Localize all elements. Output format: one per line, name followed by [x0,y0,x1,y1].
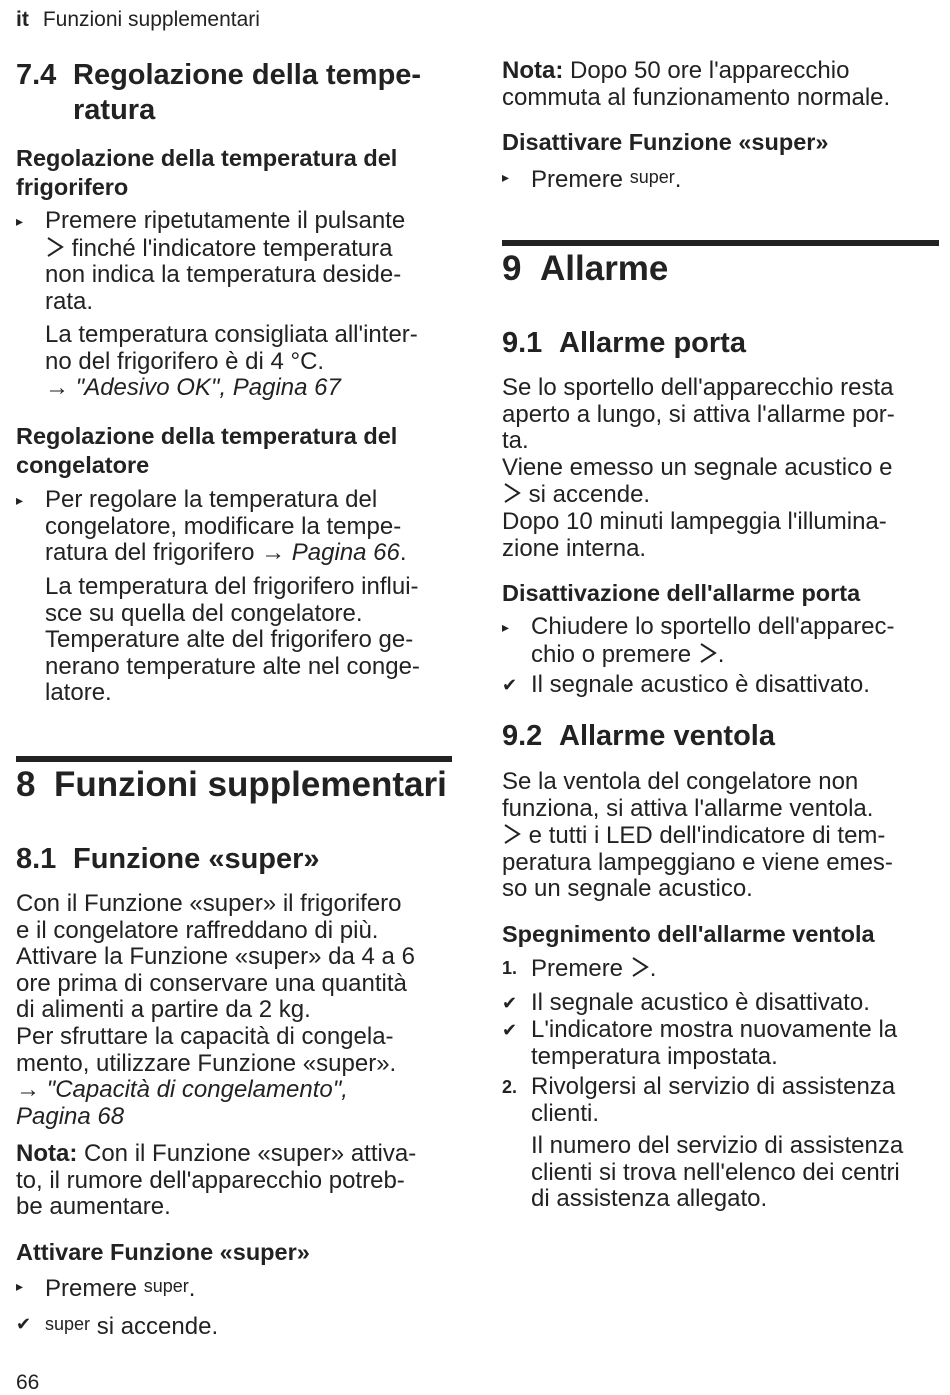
freezer-temp-info: La temperatura del frigorifero influi- sce su quella del congelatore. Temperature alte del frigorifero ge- nerano temperature alte nel conge- latore. [45,573,420,707]
list-item: ▸ Premere super. [502,166,682,193]
list-item: 2. Rivolgersi al servizio di assistenza clienti. [502,1073,896,1127]
chapter-8-heading: 8 Funzioni supplementari [16,765,447,804]
chapter-9-heading: 9 Allarme [502,249,669,288]
section-divider [16,756,452,762]
fridge-temp-steps [16,208,452,315]
cross-reference-link[interactable]: Pagina 66 [291,539,400,567]
super-key-label: super [143,1276,189,1296]
list-item: ✔ super si accende. [16,1312,219,1340]
bullet-triangle-icon: ▸ [16,1278,24,1294]
chevron-right-key-icon [630,955,650,979]
checkmark-icon: ✔ [502,675,518,696]
arrow-icon: → [261,539,286,567]
fridge-temp-heading: Regolazione della temperatura del frigorifero [16,145,398,200]
section-7-4-heading: 7.4 Regolazione della tempe- ratura [16,59,422,126]
checkmark-icon: ✔ [16,1313,32,1334]
super-duration-note: Nota: Dopo 50 ore l'apparecchio commuta al funzionamento normale. [502,57,891,111]
section-8-1-note: Nota: Con il Funzione «super» attiva- to, il rumore dell'apparecchio potreb- be aumentare. [16,1140,417,1221]
arrow-icon: → [16,1076,40,1104]
list-item: ▸ Premere ripetutamente il pulsante finché l'indicatore temperatura non indica la temperatura deside- rata. [16,207,406,315]
fan-alarm-off-heading: Spegnimento dell'allarme ventola [502,921,875,947]
section-9-2-body: Se la ventola del congelatore non funziona, si attiva l'allarme ventola. e tutti i LED dell'indicatore di tem- peratura lampeggiano e viene emes- so un segnale acustico. [502,768,893,903]
chevron-right-key-icon [698,641,718,665]
header-title: Funzioni supplementari [42,8,260,31]
bullet-triangle-icon: ▸ [502,619,510,635]
note-label: Nota: [502,57,564,84]
section-9-1-body: Se lo sportello dell'apparecchio resta aperto a lungo, si attiva l'allarme por- ta. Viene emesso un segnale acustico e si accende. Dopo 10 minuti lampeggia l'illumina- zione interna. [502,374,895,562]
fridge-temp-info: La temperatura consigliata all'inter- no del frigorifero è di 4 °C. → "Adesivo OK", Pagina 67 [45,321,418,402]
step-number: 1. [502,958,518,978]
checkmark-icon: ✔ [502,1020,518,1041]
list-item: ✔ Il segnale acustico è disattivato. [502,671,870,699]
arrow-icon: → [45,374,69,402]
fan-alarm-off-steps [502,955,939,1128]
cross-reference-link[interactable]: "Adesivo OK", Pagina 67 [75,374,341,402]
deactivate-super-steps [502,164,939,194]
list-item: ▸ Premere super. [16,1275,196,1302]
super-key-label: super [45,1313,91,1334]
list-item: 1. Premere . [502,955,657,982]
bullet-triangle-icon: ▸ [502,169,510,185]
activate-super-heading: Attivare Funzione «super» [16,1239,310,1265]
checkmark-icon: ✔ [502,992,518,1013]
list-item: ✔ L'indicatore mostra nuovamente la temperatura impostata. [502,1016,898,1070]
list-item: ✔ Il segnale acustico è disattivato. [502,988,870,1016]
note-label: Nota: [16,1140,78,1167]
language-code: it [16,8,29,31]
list-item: ▸ Chiudere lo sportello dell'apparec- chio o premere . [502,613,895,668]
bullet-triangle-icon: ▸ [16,492,24,508]
list-item: ▸ Per regolare la temperatura del congelatore, modificare la tempe- ratura del frigorifero → Pagina 66. [16,486,407,567]
freezer-temp-heading: Regolazione della temperatura del congelatore [16,423,398,478]
activate-super-steps [16,1273,452,1340]
section-9-1-heading: 9.1 Allarme porta [502,327,746,359]
section-8-1-heading: 8.1 Funzione «super» [16,843,320,875]
door-alarm-off-heading: Disattivazione dell'allarme porta [502,580,861,606]
chevron-right-key-icon [45,235,65,259]
cross-reference-link[interactable]: Pagina 68 [16,1102,125,1130]
deactivate-super-heading: Disattivare Funzione «super» [502,129,829,155]
page-header [16,8,260,32]
service-info: Il numero del servizio di assistenza clienti si trova nell'elenco dei centri di assistenza allegato. [531,1132,904,1213]
page-number: 66 [16,1371,40,1394]
freezer-temp-steps [16,487,452,567]
chevron-right-key-icon [502,481,522,505]
section-divider [502,240,939,246]
section-8-1-body: Con il Funzione «super» il frigorifero e il congelatore raffreddano di più. Attivare la Funzione «super» da 4 a 6 ore prima di conservare una quantità di alimenti a partire da 2 kg. Per sfruttare la capacità di congela- mento, utilizzare Funzione «super». → "Capacità di congelamento", Pagina 68 [16,891,452,1130]
chevron-right-key-icon [502,822,522,846]
cross-reference-link[interactable]: "Capacità di congelamento", [46,1076,348,1104]
bullet-triangle-icon: ▸ [16,213,24,229]
step-number: 2. [502,1077,518,1098]
door-alarm-off-steps [502,614,939,699]
super-key-label: super [629,167,675,187]
section-9-2-heading: 9.2 Allarme ventola [502,720,775,752]
